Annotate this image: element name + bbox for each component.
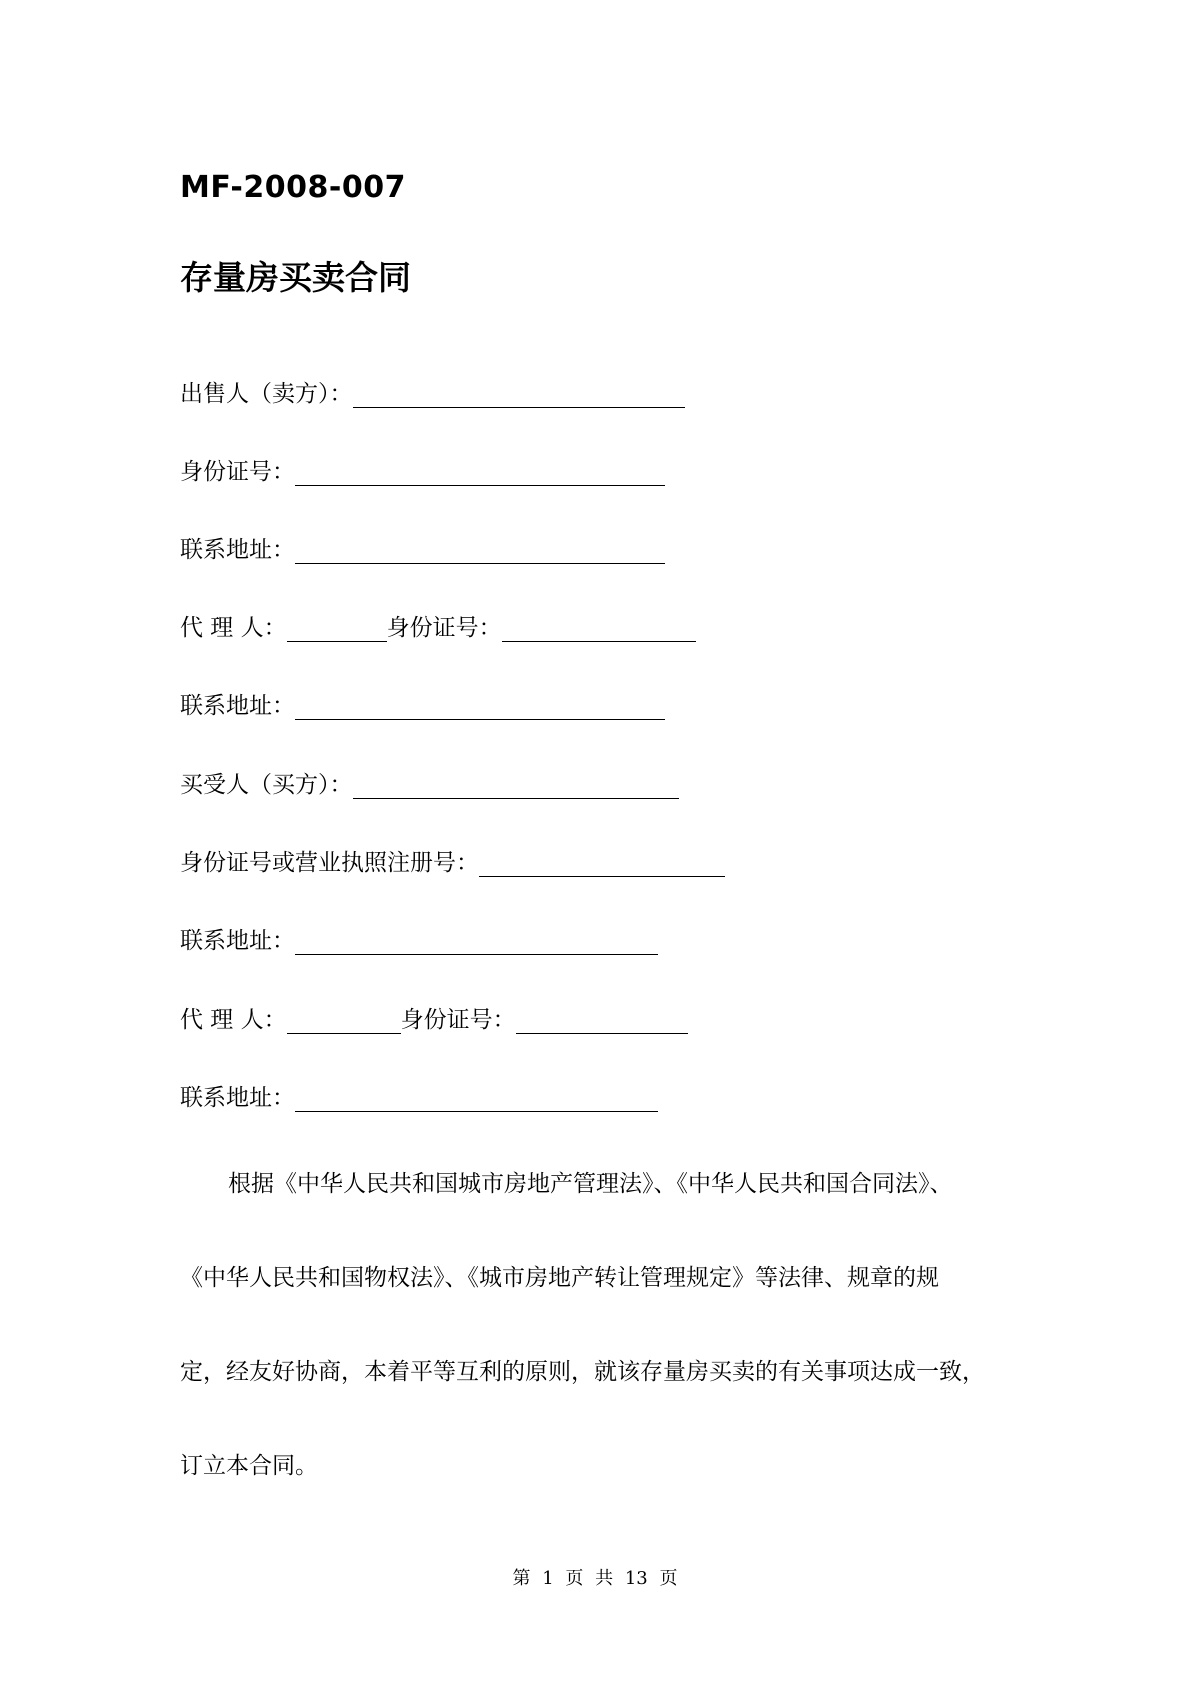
seller-name-field: [180, 370, 685, 410]
seller-agent-address-blank[interactable]: [295, 691, 665, 720]
buyer-name-field: [180, 761, 679, 801]
seller-id-field: [180, 448, 665, 488]
buyer-agent-address-blank[interactable]: [295, 1083, 658, 1112]
seller-agent-address-field: [180, 682, 665, 722]
preamble-line-2: 《中华人民共和国物权法》、《城市房地产转让管理规定》等法律、规章的规: [180, 1265, 939, 1291]
seller-address-blank[interactable]: [295, 535, 665, 564]
seller-id-label: 身份证号：: [180, 459, 295, 485]
buyer-address-field: [180, 917, 658, 957]
buyer-name-label: 买受人（买方）：: [180, 772, 353, 798]
buyer-address-label: 联系地址：: [180, 928, 295, 954]
buyer-agent-id-label: 身份证号：: [400, 1007, 516, 1033]
document-code: MF-2008-007: [180, 170, 406, 205]
seller-name-blank[interactable]: [353, 379, 685, 408]
seller-agent-id-label: 身份证号：: [386, 615, 502, 641]
preamble-line-1: 根据《中华人民共和国城市房地产管理法》、《中华人民共和国合同法》、: [228, 1171, 953, 1197]
seller-address-label: 联系地址：: [180, 537, 295, 563]
buyer-agent-field: [180, 996, 688, 1036]
buyer-agent-address-field: [180, 1074, 658, 1114]
buyer-id-blank[interactable]: [479, 848, 725, 877]
buyer-agent-id-blank[interactable]: [516, 1005, 688, 1034]
seller-agent-field: [180, 604, 696, 644]
seller-agent-address-label: 联系地址：: [180, 693, 295, 719]
seller-id-blank[interactable]: [295, 457, 665, 486]
seller-name-label: 出售人（卖方）：: [180, 381, 353, 407]
buyer-id-field: [180, 839, 725, 879]
page-number-footer: 第 1 页 共 13 页: [512, 1568, 678, 1589]
preamble-line-3: 定，经友好协商，本着平等互利的原则，就该存量房买卖的有关事项达成一致，: [180, 1359, 985, 1385]
buyer-id-label: 身份证号或营业执照注册号：: [180, 850, 479, 876]
buyer-address-blank[interactable]: [295, 926, 658, 955]
document-title: 存量房买卖合同: [180, 258, 411, 297]
seller-agent-id-blank[interactable]: [502, 613, 696, 642]
buyer-name-blank[interactable]: [353, 770, 679, 799]
buyer-agent-blank[interactable]: [287, 1005, 401, 1034]
buyer-agent-address-label: 联系地址：: [180, 1085, 295, 1111]
seller-agent-blank[interactable]: [287, 613, 387, 642]
seller-agent-label: 代 理 人：: [180, 615, 287, 641]
preamble-line-4: 订立本合同。: [180, 1453, 318, 1479]
seller-address-field: [180, 526, 665, 566]
buyer-agent-label: 代 理 人：: [180, 1007, 287, 1033]
